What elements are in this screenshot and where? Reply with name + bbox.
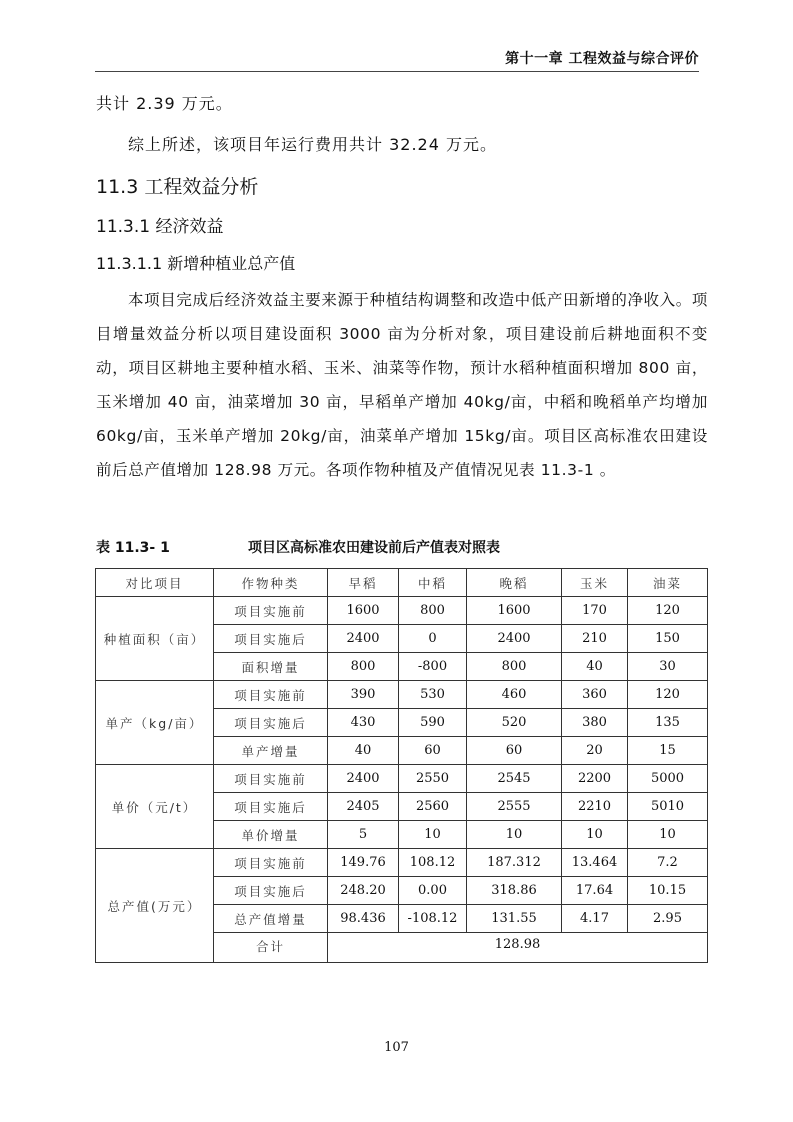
value-cell: 13.464 [562, 849, 628, 877]
value-cell: 520 [467, 709, 562, 737]
row-item-cell: 项目实施后 [214, 709, 328, 737]
value-cell: 20 [562, 737, 628, 765]
value-cell: 2405 [328, 793, 399, 821]
table-header-cell: 玉米 [562, 569, 628, 597]
value-cell: 460 [467, 681, 562, 709]
table-row [96, 765, 708, 793]
row-item-cell: 总产值增量 [214, 905, 328, 933]
table-caption-title: 项目区高标准农田建设前后产值表对照表 [248, 540, 500, 556]
value-cell: 60 [399, 737, 467, 765]
value-cell: -800 [399, 653, 467, 681]
value-cell: 108.12 [399, 849, 467, 877]
body-paragraph: 本项目完成后经济效益主要来源于种植结构调整和改造中低产田新增的净收入。项目增量效益分析以项目建设面积 3000 亩为分析对象，项目建设前后耕地面积不变动，项目区耕地主要种植水稻、玉米、油菜等作物，预计水稻种植面积增加 800 亩，玉米增加 40 亩，油菜增加 30 亩，早稻单产增加 40kg/亩，中稻和晚稻单产均增加 60kg/亩，玉米单产增加 20kg/亩，油菜单产增加 15kg/亩。项目区高标准农田建设前后总产值增加 128.98 万元。各项作物种植及产值情况见表 11.3-1 。 [96, 291, 708, 479]
value-cell: 135 [628, 709, 708, 737]
value-cell: 5010 [628, 793, 708, 821]
table-header-cell: 对比项目 [96, 569, 214, 597]
table-row [96, 849, 708, 877]
value-cell: 5 [328, 821, 399, 849]
text-line: 综上所述，该项目年运行费用共计 32.24 万元。 [128, 135, 497, 154]
value-cell: 10 [562, 821, 628, 849]
row-item-cell: 项目实施前 [214, 849, 328, 877]
value-cell: 2555 [467, 793, 562, 821]
value-cell: 360 [562, 681, 628, 709]
value-cell: 2400 [467, 625, 562, 653]
value-cell: 98.436 [328, 905, 399, 933]
value-cell: 1600 [467, 597, 562, 625]
value-cell: 2550 [399, 765, 467, 793]
value-cell: 150 [628, 625, 708, 653]
value-cell: 10 [399, 821, 467, 849]
value-cell: -108.12 [399, 905, 467, 933]
value-cell: 187.312 [467, 849, 562, 877]
table-caption-number: 表 11.3- 1 [96, 540, 170, 556]
section-heading-11-3-1: 11.3.1 经济效益 [96, 217, 224, 237]
group-label-cell: 种植面积（亩） [96, 597, 214, 681]
table-header-row [96, 569, 708, 597]
value-cell: 120 [628, 681, 708, 709]
row-item-cell: 项目实施后 [214, 793, 328, 821]
value-cell: 15 [628, 737, 708, 765]
group-label-cell: 单价（元/t） [96, 765, 214, 849]
value-cell: 2200 [562, 765, 628, 793]
value-cell: 5000 [628, 765, 708, 793]
value-cell: 17.64 [562, 877, 628, 905]
section-heading-11-3: 11.3 工程效益分析 [96, 176, 259, 198]
page-number: 107 [384, 1040, 409, 1055]
value-cell: 380 [562, 709, 628, 737]
value-cell: 149.76 [328, 849, 399, 877]
value-cell: 10 [467, 821, 562, 849]
value-cell: 60 [467, 737, 562, 765]
header-rule [95, 71, 699, 72]
table-header-cell: 晚稻 [467, 569, 562, 597]
row-item-cell: 面积增量 [214, 653, 328, 681]
row-item-cell: 项目实施后 [214, 877, 328, 905]
section-heading-11-3-1-1: 11.3.1.1 新增种植业总产值 [96, 254, 296, 273]
value-cell: 40 [328, 737, 399, 765]
value-cell: 170 [562, 597, 628, 625]
value-cell: 2400 [328, 765, 399, 793]
value-cell: 2400 [328, 625, 399, 653]
value-cell: 7.2 [628, 849, 708, 877]
value-cell: 390 [328, 681, 399, 709]
output-value-comparison-table [95, 568, 708, 963]
value-cell: 10.15 [628, 877, 708, 905]
value-cell: 2545 [467, 765, 562, 793]
value-cell: 2210 [562, 793, 628, 821]
value-cell: 1600 [328, 597, 399, 625]
value-cell: 10 [628, 821, 708, 849]
value-cell: 530 [399, 681, 467, 709]
value-cell: 120 [628, 597, 708, 625]
total-label-cell: 合计 [214, 933, 328, 963]
value-cell: 800 [328, 653, 399, 681]
value-cell: 430 [328, 709, 399, 737]
group-label-cell: 总产值(万元） [96, 849, 214, 963]
row-item-cell: 单价增量 [214, 821, 328, 849]
value-cell: 2560 [399, 793, 467, 821]
value-cell: 0 [399, 625, 467, 653]
text-line: 共计 2.39 万元。 [96, 94, 233, 113]
total-value-cell: 128.98 [328, 933, 708, 963]
row-item-cell: 项目实施前 [214, 597, 328, 625]
row-item-cell: 项目实施前 [214, 765, 328, 793]
value-cell: 0.00 [399, 877, 467, 905]
value-cell: 800 [399, 597, 467, 625]
table-header-cell: 作物种类 [214, 569, 328, 597]
table-header-cell: 早稻 [328, 569, 399, 597]
value-cell: 40 [562, 653, 628, 681]
chapter-header-title: 第十一章 工程效益与综合评价 [505, 51, 699, 67]
row-item-cell: 项目实施前 [214, 681, 328, 709]
value-cell: 590 [399, 709, 467, 737]
row-item-cell: 项目实施后 [214, 625, 328, 653]
table-row [96, 681, 708, 709]
value-cell: 800 [467, 653, 562, 681]
table-row [96, 597, 708, 625]
value-cell: 2.95 [628, 905, 708, 933]
table-header-cell: 中稻 [399, 569, 467, 597]
group-label-cell: 单产（kg/亩） [96, 681, 214, 765]
value-cell: 248.20 [328, 877, 399, 905]
value-cell: 210 [562, 625, 628, 653]
value-cell: 318.86 [467, 877, 562, 905]
row-item-cell: 单产增量 [214, 737, 328, 765]
value-cell: 30 [628, 653, 708, 681]
table-header-cell: 油菜 [628, 569, 708, 597]
value-cell: 4.17 [562, 905, 628, 933]
value-cell: 131.55 [467, 905, 562, 933]
